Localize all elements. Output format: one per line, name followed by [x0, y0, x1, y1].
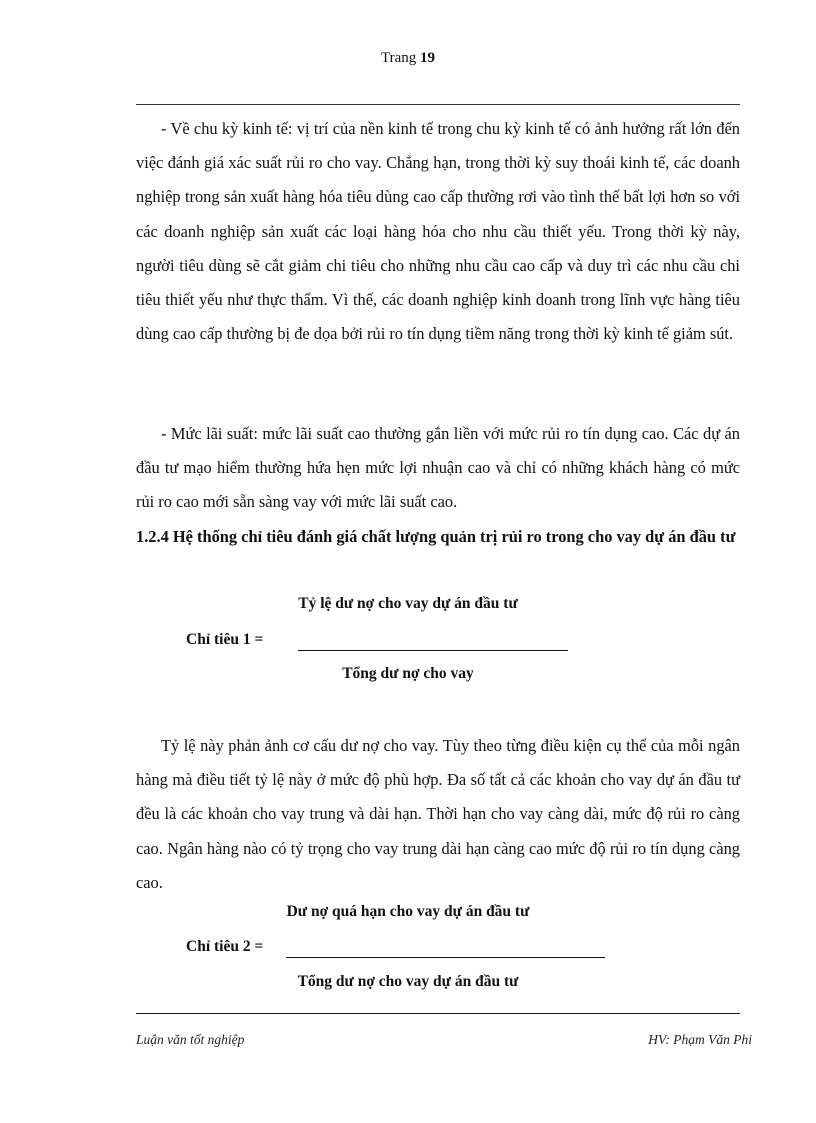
- footer-thesis-label: Luận văn tốt nghiệp: [136, 1032, 245, 1047]
- paragraph-economic-cycle: - Về chu kỳ kinh tế: vị trí của nền kinh tế trong chu kỳ kinh tế có ảnh hưởng rất lớn đến việc đánh giá xác suất rủi ro cho vay. Chẳng hạn, trong thời kỳ suy thoái kinh tế, các doanh nghiệp trong sản xuất hàng hóa tiêu dùng cao cấp thường rơi vào tình thế bất lợi hơn so với các doanh nghiệp sản xuất các loại hàng hóa cho nhu cầu thiết yếu. Trong thời kỳ này, người tiêu dùng sẽ cắt giảm chi tiêu cho những nhu cầu cao cấp và duy trì các nhu cầu chi tiêu thiết yếu như thực thẩm. Vì thế, các doanh nghiệp kinh doanh trong lĩnh vực hàng tiêu dùng cao cấp thường bị đe dọa bởi rủi ro tín dụng tiềm năng trong thời kỳ kinh tế giảm sút.: [136, 119, 740, 344]
- paragraph-ratio-explanation: Tỷ lệ này phản ảnh cơ cấu dư nợ cho vay. Tùy theo từng điều kiện cụ thể của mỗi ngân hàng mà điều tiết tỷ lệ này ở mức độ phù hợp. Đa số tất cả các khoản cho vay dự án đầu tư đều là các khoản cho vay trung và dài hạn. Thời hạn cho vay càng dài, mức độ rủi ro càng cao. Ngân hàng nào có tỷ trọng cho vay trung dài hạn càng cao mức độ rủi ro tín dụng càng cao.: [136, 736, 740, 892]
- footer-rule: [136, 1013, 740, 1014]
- header-rule: [136, 104, 740, 105]
- indicator2-fraction-bar: [286, 957, 605, 958]
- indicator1-numerator: Tỷ lệ dư nợ cho vay dự án đầu tư: [298, 595, 518, 612]
- indicator2-numerator: Dư nợ quá hạn cho vay dự án đầu tư: [286, 903, 530, 920]
- paragraph-interest-rate: - Mức lãi suất: mức lãi suất cao thường gắn liền với mức rủi ro tín dụng cao. Các dự án đầu tư mạo hiểm thường hứa hẹn mức lợi nhuận cao và chỉ có những khách hàng có mức rủi ro cao mới sẵn sàng vay với mức lãi suất cao.: [136, 424, 740, 512]
- footer-author: HV: Phạm Văn Phi: [648, 1032, 752, 1047]
- indicator1-label: Chỉ tiêu 1 =: [186, 631, 264, 648]
- indicator2-denominator: Tổng dư nợ cho vay dự án đầu tư: [297, 973, 519, 990]
- indicator1-denominator: Tổng dư nợ cho vay: [342, 665, 474, 682]
- section-heading: 1.2.4 Hệ thống chỉ tiêu đánh giá chất lượng quản trị rủi ro trong cho vay dự án đầu tư: [136, 527, 736, 546]
- page-number: 19: [420, 50, 436, 66]
- page-label: Trang: [380, 50, 417, 66]
- indicator2-label: Chỉ tiêu 2 =: [186, 938, 264, 955]
- page-header: [0, 50, 816, 67]
- indicator1-fraction-bar: [298, 650, 568, 651]
